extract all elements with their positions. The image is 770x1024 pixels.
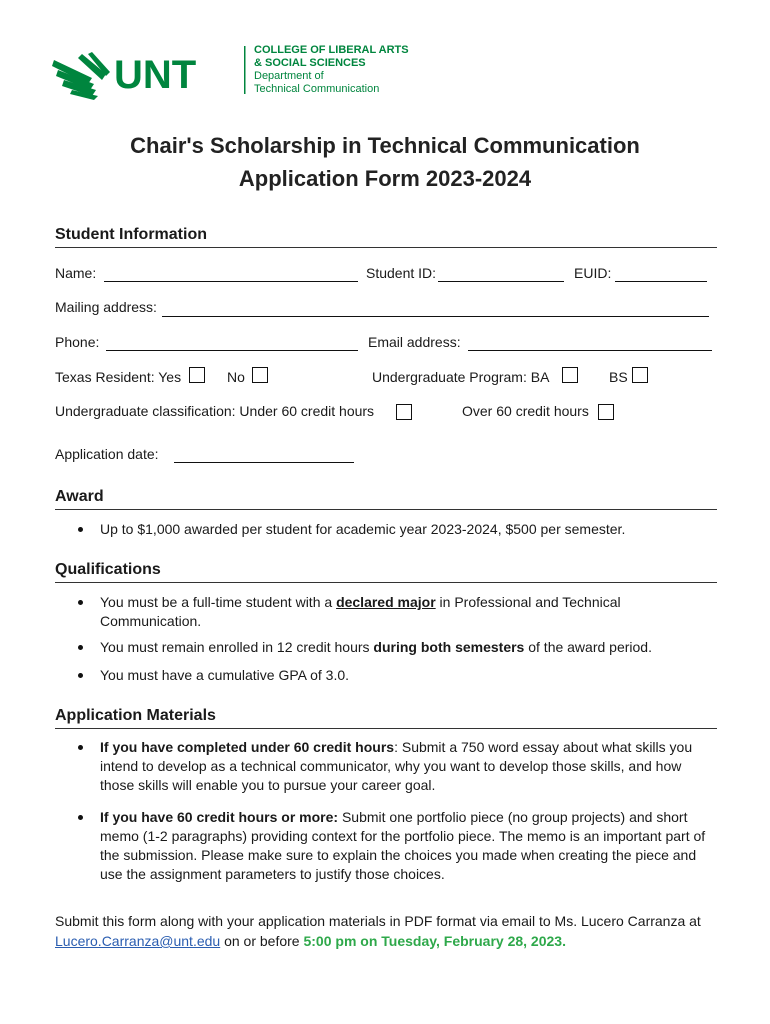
eagle-logo-icon xyxy=(52,44,252,100)
application-date-field[interactable] xyxy=(174,462,354,463)
materials-item-1: If you have completed under 60 credit hours: Submit a 750 word essay about what skills you intend to develop as a technical communicator, why you want to develop those skills, and how those skills will enable you to pursue your career goal. xyxy=(100,739,693,793)
section-divider xyxy=(55,247,717,248)
qualification-item-1: You must be a full-time student with a declared major in Professional and Technical Communication. xyxy=(100,594,621,629)
euid-label: EUID: xyxy=(574,265,612,281)
bullet-icon xyxy=(78,645,83,650)
unt-wordmark: UNT xyxy=(114,53,197,97)
student-id-field[interactable] xyxy=(438,281,564,282)
page-title: Chair's Scholarship in Technical Communication xyxy=(130,133,640,158)
euid-field[interactable] xyxy=(615,281,707,282)
both-semesters-emphasis: during both semesters xyxy=(373,639,525,655)
student-id-label: Student ID: xyxy=(366,265,437,281)
section-heading-student-info: Student Information xyxy=(55,226,207,243)
section-heading-application-materials: Application Materials xyxy=(55,707,216,724)
mailing-address-field[interactable] xyxy=(162,316,709,317)
award-item: Up to $1,000 awarded per student for academic year 2023-2024, $500 per semester. xyxy=(100,521,626,537)
phone-label: Phone: xyxy=(55,334,100,350)
section-heading-award: Award xyxy=(55,488,104,505)
contact-email-link[interactable]: Lucero.Carranza@unt.edu xyxy=(55,933,221,949)
classification-over60-label: Over 60 credit hours xyxy=(462,403,589,419)
bullet-icon xyxy=(78,673,83,678)
bullet-icon xyxy=(78,527,83,532)
ug-program-ba-label: Undergraduate Program: BA xyxy=(372,369,550,385)
texas-resident-yes-checkbox[interactable] xyxy=(189,367,205,383)
texas-resident-no-label: No xyxy=(227,369,245,385)
submission-instructions: Submit this form along with your application materials in PDF format via email to Ms. Lucero Carranza at Lucero.Carranza@unt.edu on or before 5:00 pm on Tuesday, February 28, 2023. xyxy=(55,913,701,949)
college-name-line1: COLLEGE OF LIBERAL ARTS xyxy=(254,44,409,56)
classification-under60-label: Undergraduate classification: Under 60 credit hours xyxy=(55,403,375,419)
ug-program-bs-label: BS xyxy=(609,369,628,385)
department-line2: Technical Communication xyxy=(254,83,380,95)
ug-program-bs-checkbox[interactable] xyxy=(632,367,648,383)
department-line1: Department of xyxy=(254,70,324,82)
bullet-icon xyxy=(78,600,83,605)
section-divider xyxy=(55,509,717,510)
texas-resident-yes-label: Texas Resident: Yes xyxy=(55,369,182,385)
name-field[interactable] xyxy=(104,281,358,282)
section-heading-qualifications: Qualifications xyxy=(55,561,161,578)
qualification-item-2: You must remain enrolled in 12 credit hours during both semesters of the award period. xyxy=(100,639,652,655)
name-label: Name: xyxy=(55,265,97,281)
qualification-item-3: You must have a cumulative GPA of 3.0. xyxy=(100,667,350,683)
classification-over60-checkbox[interactable] xyxy=(598,404,614,420)
email-label: Email address: xyxy=(368,334,461,350)
phone-field[interactable] xyxy=(106,350,358,351)
bullet-icon xyxy=(78,745,83,750)
materials-item-2: If you have 60 credit hours or more: Submit one portfolio piece (no group projects) and short memo (1-2 paragraphs) providing context for the portfolio piece. The memo is an important part of the submission. Please make sure to explain the choices you made when creating the piece and use the assignment parameters to justify those choices. xyxy=(100,809,706,882)
classification-under60-checkbox[interactable] xyxy=(396,404,412,420)
unt-logo xyxy=(52,44,409,100)
ug-program-ba-checkbox[interactable] xyxy=(562,367,578,383)
declared-major-emphasis: declared major xyxy=(336,594,436,610)
application-date-label: Application date: xyxy=(55,446,159,462)
deadline-text: 5:00 pm on Tuesday, February 28, 2023. xyxy=(303,933,566,949)
page-subtitle: Application Form 2023-2024 xyxy=(238,166,532,191)
section-divider xyxy=(55,728,717,729)
bullet-icon xyxy=(78,815,83,820)
texas-resident-no-checkbox[interactable] xyxy=(252,367,268,383)
college-name-line2: & SOCIAL SCIENCES xyxy=(254,57,366,69)
email-field[interactable] xyxy=(468,350,712,351)
mailing-address-label: Mailing address: xyxy=(55,299,157,315)
section-divider xyxy=(55,582,717,583)
